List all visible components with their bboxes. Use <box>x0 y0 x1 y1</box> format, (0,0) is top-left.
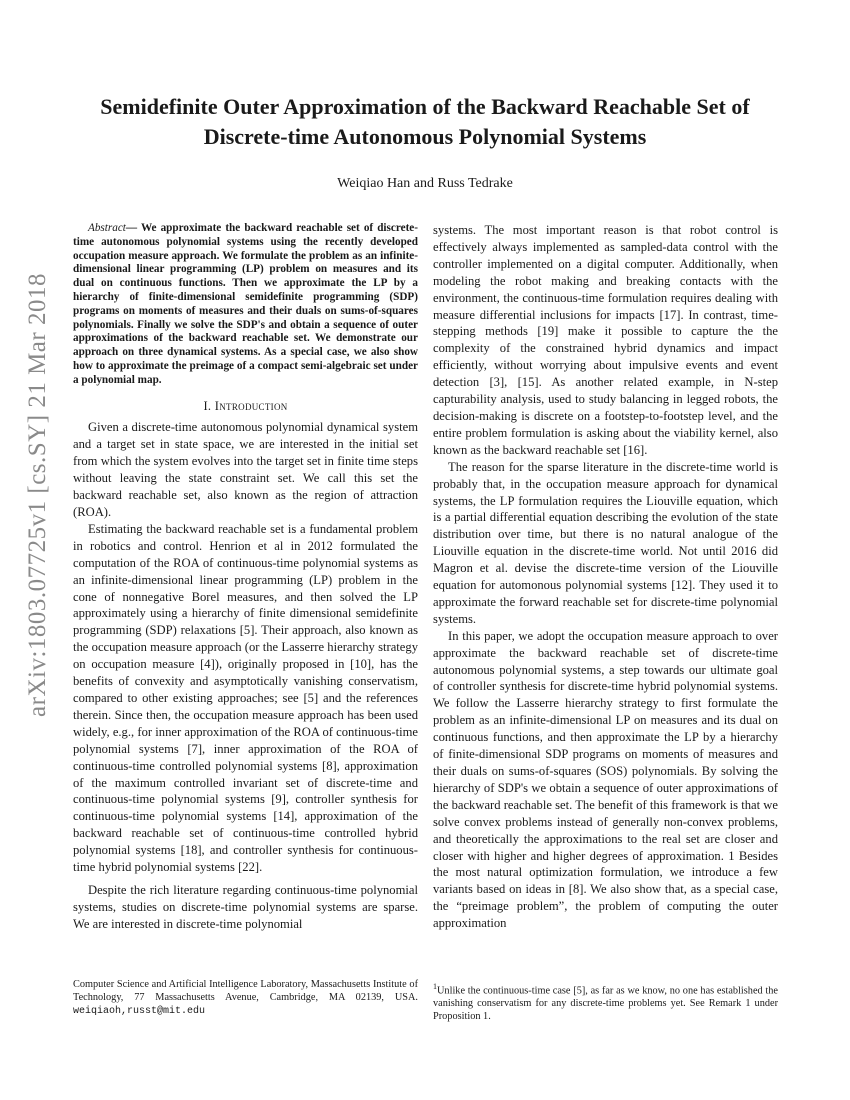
intro-paragraph-2: Estimating the backward reachable set is a fundamental problem in robotics and control. Henrion et al in 2012 formulated the computation of the ROA of continuous-time polynomial systems as an infinite-dimensional linear programming (LP) problem in the cone of nonnegative Borel measures, and then solved the LP approximately using a hierarchy of finite dimensional semidefinite programming (SDP) relaxations [5]. Their approach, also known as the occupation measure approach (or the Lasserre hierarchy strategy on occupation measure [4]), originally proposed in [10], has the benefits of convexity and asymptotically vanishing conservatism, compared to other existing approaches; see [5] and the references therein. Since then, the occupation measure approach has been used widely, e.g., for inner approximation of the ROA of continuous-time polynomial systems [7], inner approximation of the ROA of continuous-time controlled polynomial systems [8], approximation of the maximum controlled invariant set of discrete-time and continuous-time polynomial systems [9], controller synthesis for continuous-time polynomial systems [14], approximation of the backward reachable set of continuous-time controlled hybrid polynomial systems [18], and controller synthesis for continuous-time hybrid polynomial systems [22]. <box>73 521 418 875</box>
intro-paragraph-5: The reason for the sparse literature in the discrete-time world is probably that, in the occupation measure approach for dynamical systems, the LP formulation requires the Liouville equation, which is a partial differential equation describing the evolution of the state distribution over time, but there is no natural analogue of the Liouville equation in the discrete-time world. Not until 2016 did Magron et al. devise the discrete-time version of the Liouville equation for automonous polynomial systems [12]. They used it to approximate the forward reachable set for discrete-time polynomial systems. <box>433 459 778 626</box>
arxiv-identifier: arXiv:1803.07725v1 [cs.SY] 21 Mar 2018 <box>23 273 51 717</box>
title-line-2: Discrete-time Autonomous Polynomial Systems <box>203 124 647 149</box>
affiliation-footnote <box>73 978 418 1018</box>
intro-paragraph-3: Despite the rich literature regarding continuous-time polynomial systems, studies on discrete-time polynomial systems are sparse. We are interested in discrete-time polynomial <box>73 882 418 931</box>
section-title: Introduction <box>214 398 288 413</box>
arxiv-stamp <box>10 273 65 717</box>
author-list: Weiqiao Han and Russ Tedrake <box>337 176 513 191</box>
section-number: I. <box>203 398 212 413</box>
title-line-1: Semidefinite Outer Approximation of the Backward Reachable Set of <box>100 94 750 119</box>
intro-paragraph-4: systems. The most important reason is that robot control is effectively always implemented as sampled-data control with the controller implemented on a digital computer. Additionally, when modeling the robot making and breaking contacts with the environment, the continuous-time formulation requires dealing with measure differential inclusions for impacts [17]. In contrast, time-stepping methods [19] make it possible to capture the the complexity of the constrained hybrid dynamics and impact efficiently, without worrying about impulsive events and event detection [3], [15]. As another related example, in N-step capturability analysis, used to study balancing in legged robots, the decision-making is discrete on a footstep-to-footstep level, and the entire problem formulation is asking about the viability kernel, also known as the backward reachable set [16]. <box>433 223 778 457</box>
left-column <box>73 222 418 933</box>
footnote-text: Unlike the continuous-time case [5], as far as we know, no one has established the vanishing conservatism for any discrete-time problems yet. See Remark 1 under Proposition 1. <box>433 985 778 1023</box>
right-column <box>433 222 778 932</box>
section-heading-introduction <box>73 398 418 415</box>
abstract-label: Abstract <box>88 222 126 234</box>
affiliation-emails: weiqiaoh,russt@mit.edu <box>73 1006 206 1017</box>
abstract-text: — We approximate the backward reachable set of discrete-time autonomous polynomial systems using the recently developed occupation measure approach. We formulate the problem as an infinite-dimensional linear programming (LP) problem on measures and its dual on continuous functions. Then we approximate the LP by a hierarchy of finite-dimensional semidefinite programming (SDP) programs on moments of measures and their duals on sums-of-squares polynomials. Finally we solve the SDP's and obtain a sequence of outer approximations of the backward reachable set. We demonstrate our approach on three dynamical systems. As a special case, we also show how to approximate the preimage of a compact semi-algebraic set under a polynomial map. <box>73 222 418 386</box>
intro-paragraph-6: In this paper, we adopt the occupation measure approach to over approximate the backward reachable set of discrete-time autonomous polynomial systems, a step towards our ultimate goal of controller synthesis for discrete-time hybrid polynomial systems. We follow the Lasserre hierarchy strategy to first formulate the problem as an infinite-dimensional LP on measures and its dual on continuous functions, and then approximate the LP by a hierarchy of finite-dimensional SDP programs on moments of measures and their duals on sums-of-squares (SOS) polynomials. By solving the hierarchy of SDP's we obtain a sequence of outer approximations of the backward reachable set. The benefit of this framework is that we solve convex problems instead of generally non-convex problems, and theoretically the approximations to the real set are closer and closer with higher and higher degrees of approximation. 1 Besides the most natural optimization formulation, we introduce a few variants based on ideas in [8]. We also show that, as a special case, the “preimage problem”, the problem of computing the outer approximation <box>433 628 778 931</box>
abstract <box>73 222 418 388</box>
paper-title <box>70 92 780 152</box>
footnote-1 <box>433 980 778 1023</box>
intro-paragraph-1: Given a discrete-time autonomous polynomial dynamical system and a target set in state space, we are interested in the initial set from which the system evolves into the target set in finite time steps without leaving the state constraint set. We call this set the backward reachable set, also known as the region of attraction (ROA). <box>73 420 418 519</box>
affiliation-text: Computer Science and Artificial Intelligence Laboratory, Massachusetts Institute of Technology, 77 Massachusetts Avenue, Cambridge, MA 02139, USA. <box>73 979 418 1003</box>
footnote-mark: 1 <box>433 982 437 991</box>
